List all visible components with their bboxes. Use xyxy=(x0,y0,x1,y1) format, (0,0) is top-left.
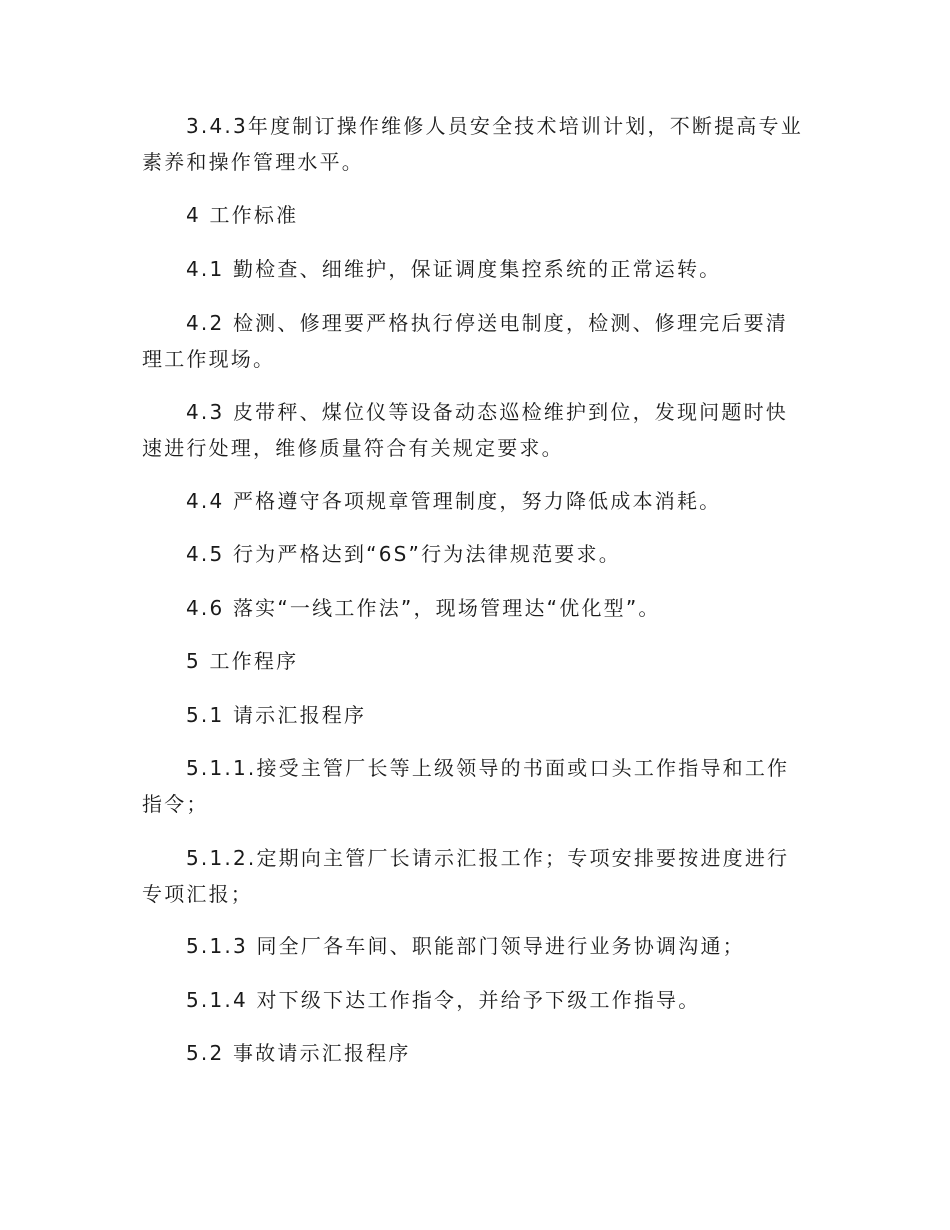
paragraph-5-1-2: 5.1.2.定期向主管厂长请示汇报工作；专项安排要按进度进行专项汇报； xyxy=(142,846,790,906)
heading-5-work-procedures: 5 工作程序 xyxy=(186,649,299,673)
paragraph-4-5: 4.5 行为严格达到“6S”行为法律规范要求。 xyxy=(186,542,621,566)
paragraph-4-4: 4.4 严格遵守各项规章管理制度，努力降低成本消耗。 xyxy=(186,489,722,513)
paragraph-3-4-3: 3.4.3年度制订操作维修人员安全技术培训计划，不断提高专业素养和操作管理水平。 xyxy=(142,114,803,174)
paragraph-4-2: 4.2 检测、修理要严格执行停送电制度，检测、修理完后要清理工作现场。 xyxy=(142,311,788,371)
heading-5-1-reporting-procedure: 5.1 请示汇报程序 xyxy=(186,703,367,727)
paragraph-5-1-4: 5.1.4 对下级下达工作指令，并给予下级工作指导。 xyxy=(186,988,701,1012)
paragraph-5-1-3: 5.1.3 同全厂各车间、职能部门领导进行业务协调沟通； xyxy=(186,934,745,958)
paragraph-5-1-1: 5.1.1.接受主管厂长等上级领导的书面或口头工作指导和工作指令； xyxy=(142,756,790,816)
paragraph-4-3: 4.3 皮带秤、煤位仪等设备动态巡检维护到位，发现问题时快速进行处理，维修质量符合有关规定要求。 xyxy=(142,400,788,460)
heading-4-work-standards: 4 工作标准 xyxy=(186,203,299,227)
paragraph-4-1: 4.1 勤检查、细维护，保证调度集控系统的正常运转。 xyxy=(186,257,722,281)
heading-5-2-accident-reporting: 5.2 事故请示汇报程序 xyxy=(186,1041,411,1065)
paragraph-4-6: 4.6 落实“一线工作法”，现场管理达“优化型”。 xyxy=(186,596,661,620)
